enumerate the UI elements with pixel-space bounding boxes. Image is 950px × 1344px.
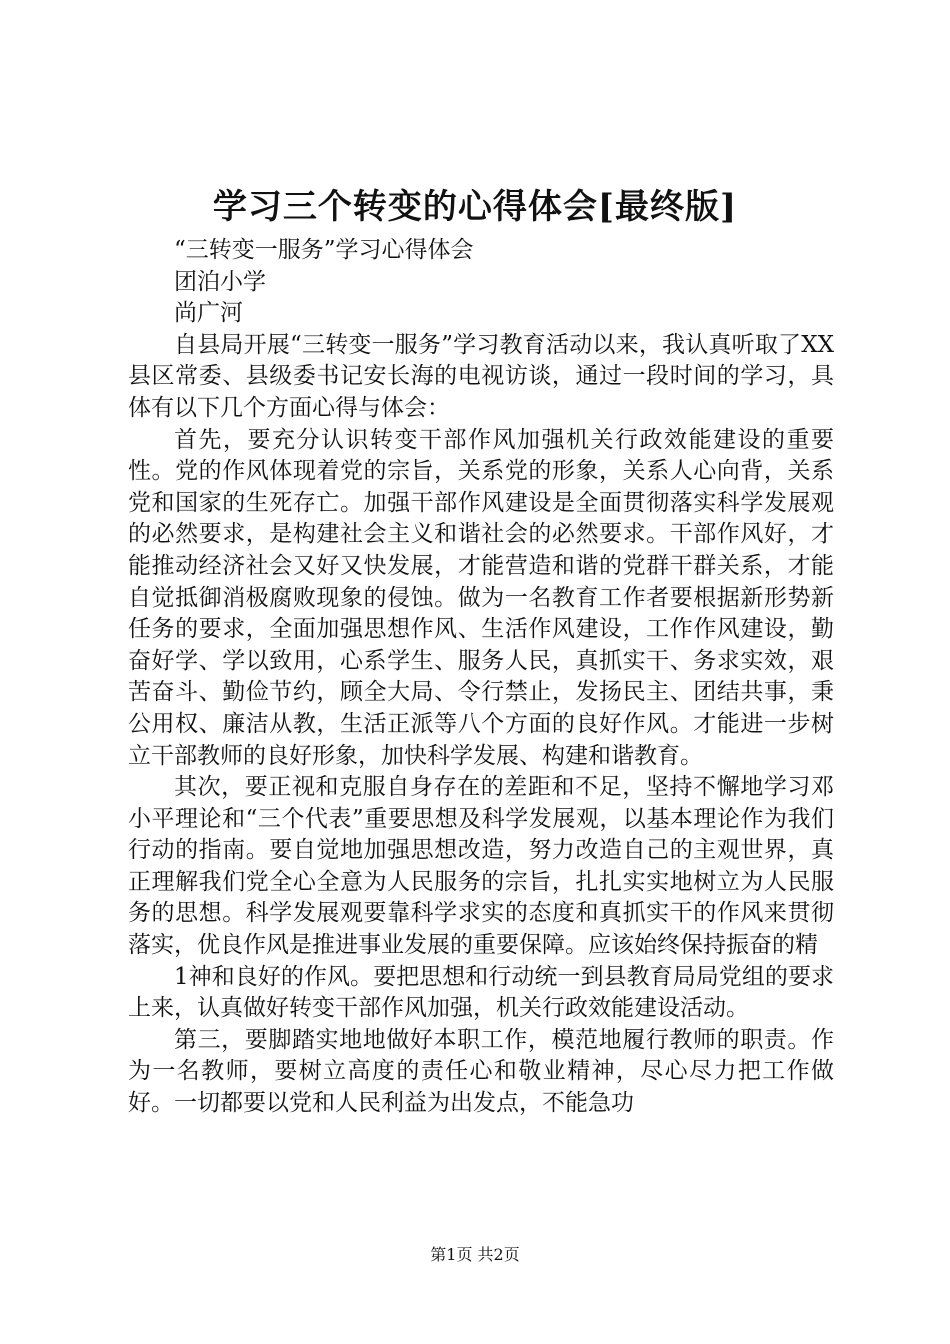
- third-point-paragraph: 第三，要脚踏实地地做好本职工作，模范地履行教师的职责。作为一名教师，要树立高度的责任心和敬业精神，尽心尽力把工作做好。一切都要以党和人民利益为出发点，不能急功: [128, 1026, 834, 1117]
- first-point-paragraph: 首先，要充分认识转变干部作风加强机关行政效能建设的重要性。党的作风体现着党的宗旨，关系党的形象，关系人心向背，关系党和国家的生死存亡。加强干部作风建设是全面贯彻落实科学发展观的必然要求，是构建社会主义和谐社会的必然要求。干部作风好，才能推动经济社会又好又快发展，才能营造和谐的党群干群关系，才能自觉抵御消极腐败现象的侵蚀。做为一名教育工作者要根据新形势新任务的要求，全面加强思想作风、生活作风建设，工作作风建设，勤奋好学、学以致用，心系学生、服务人民，真抓实干、务求实效，艰苦奋斗、勤俭节约，顾全大局、令行禁止，发扬民主、团结共事，秉公用权、廉洁从教，生活正派等八个方面的良好作风。才能进一步树立干部教师的良好形象，加快科学发展、构建和谐教育。: [128, 426, 834, 769]
- page-number-footer: 第1页 共2页: [430, 1245, 520, 1264]
- document-title: 学习三个转变的心得体会[最终版]: [212, 187, 738, 227]
- document-body: [128, 235, 834, 1120]
- school-name-paragraph: 团泊小学: [174, 268, 266, 295]
- subtitle-paragraph: “三转变一服务”学习心得体会: [174, 237, 474, 263]
- continuation-paragraph: 1神和良好的作风。要把思想和行动统一到县教育局局党组的要求上来，认真做好转变干部作风加强，机关行政效能建设活动。: [128, 963, 834, 1022]
- author-name-paragraph: 尚广河: [174, 300, 243, 327]
- second-point-paragraph: 其次，要正视和克服自身存在的差距和不足，坚持不懈地学习邓小平理论和“三个代表”重要思想及科学发展观，以基本理论作为我们行动的指南。要自觉地加强思想改造，努力改造自己的主观世界，真正理解我们党全心全意为人民服务的宗旨，扎扎实实地树立为人民服务的思想。科学发展观要靠科学求实的态度和真抓实干的作风来贯彻落实，优良作风是推进事业发展的重要保障。应该始终保持振奋的精: [128, 774, 834, 959]
- intro-paragraph: 自县局开展“三转变一服务”学习教育活动以来，我认真听取了XX县区常委、县级委书记安长海的电视访谈，通过一段时间的学习，具体有以下几个方面心得与体会：: [128, 331, 834, 421]
